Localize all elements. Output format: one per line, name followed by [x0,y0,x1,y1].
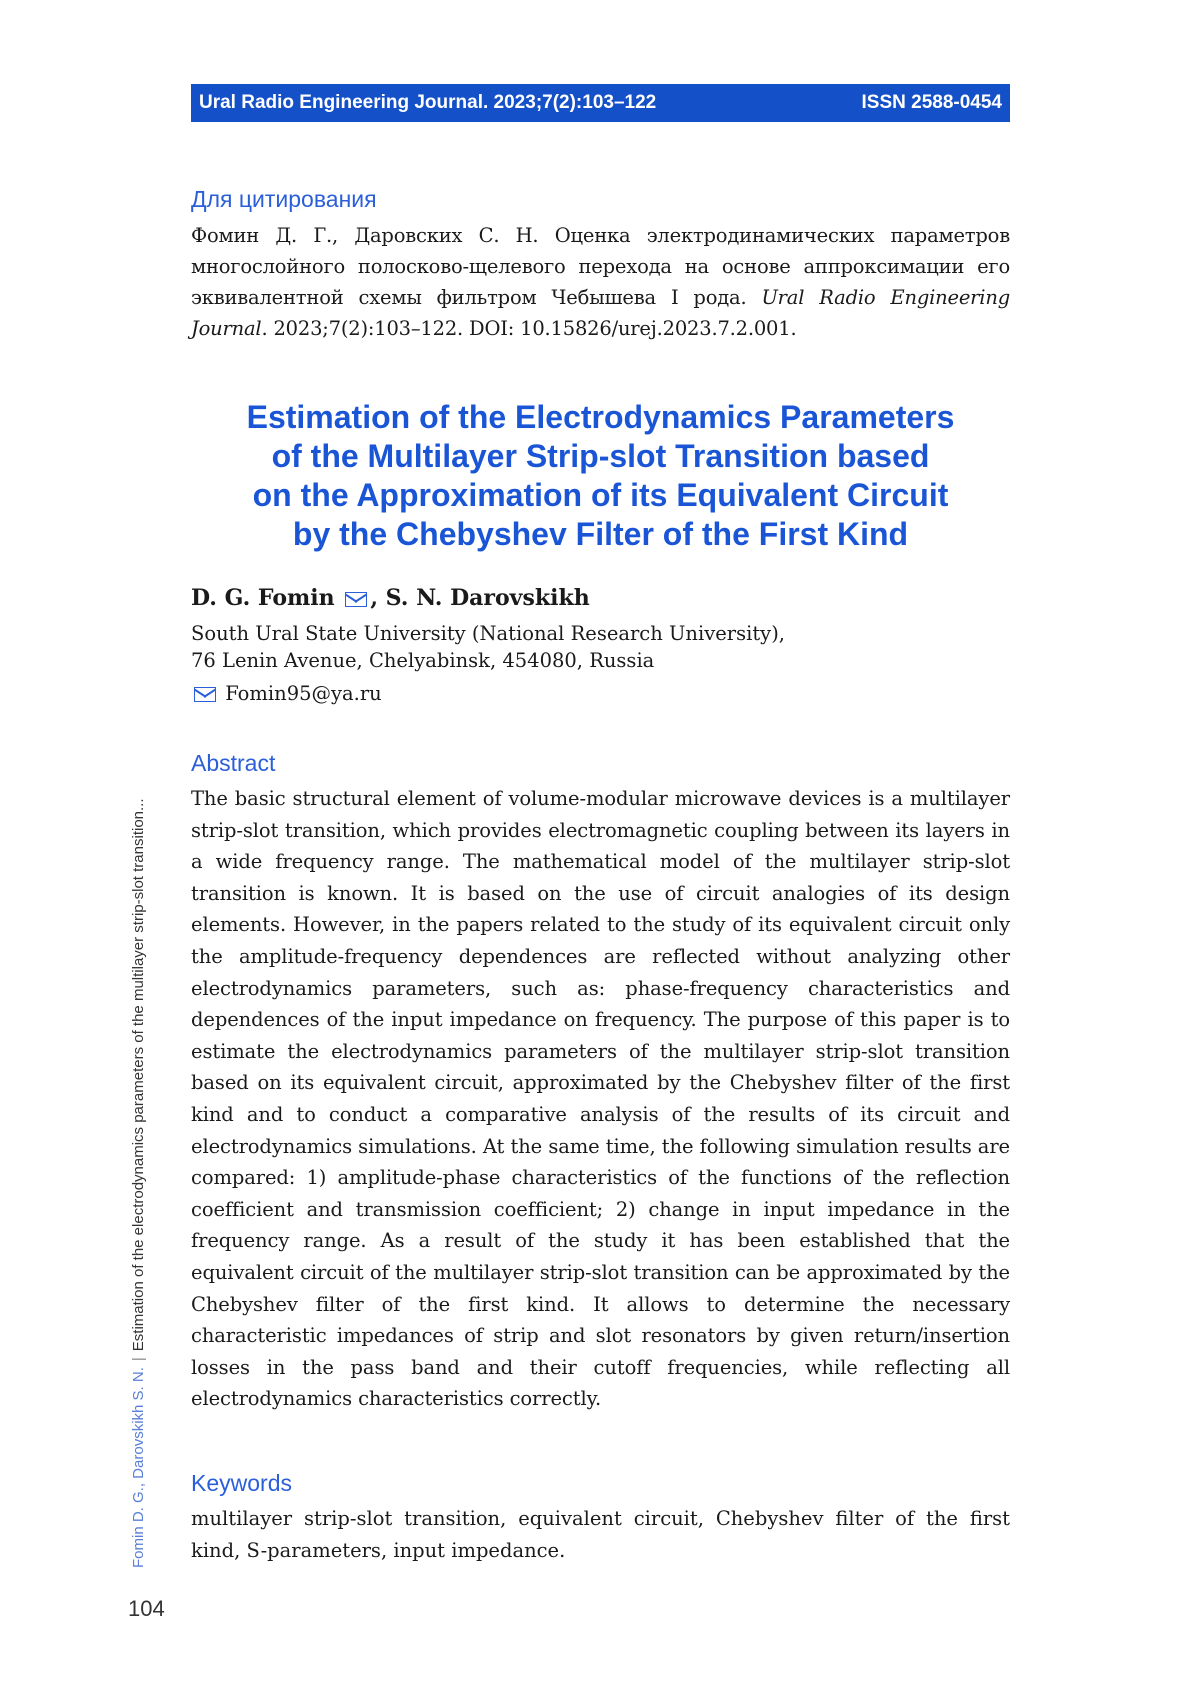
author-first: D. G. Fomin [191,585,335,611]
running-head-title: Estimation of the electrodynamics parameters of the multilayer strip-slot transition... [130,798,147,1352]
citation-tail: . 2023;7(2):103–122. DOI: 10.15826/urej.2023.7.2.001. [261,317,797,340]
running-head [130,798,147,1568]
page-number: 104 [128,1596,165,1621]
citation-journal: Ural Radio Engineering Journal [191,286,1010,340]
keywords-label: Keywords [191,1470,292,1496]
email-link[interactable]: Fomin95@ya.ru [225,682,382,705]
issn-label: ISSN 2588-0454 [861,92,1002,113]
running-head-separator: | [130,1357,147,1362]
affiliation-line-2: 76 Lenin Avenue, Chelyabinsk, 454080, Russia [191,649,655,672]
journal-header-bar [191,84,1010,122]
journal-citation-header: Ural Radio Engineering Journal. 2023;7(2):103–122 [199,92,657,113]
title-line-4: by the Chebyshev Filter of the First Kind [292,516,909,552]
title-line-2: of the Multilayer Strip-slot Transition based [271,438,930,474]
title-line-1: Estimation of the Electrodynamics Parameters [246,399,955,435]
author-second: , S. N. Darovskikh [370,585,590,611]
mail-icon[interactable] [345,592,367,607]
affiliation [191,620,785,674]
abstract-text: The basic structural element of volume-modular microwave devices is a multilayer strip-slot transition, which provides electromagnetic coupling between its layers in a wide frequency range. The mathematical model of the multilayer strip-slot transition is known. It is based on the use of circuit analogies of its design elements. However, in the papers related to the study of its equivalent circuit only the amplitude-frequency dependences are reflected without analyzing other electrodynamics parameters, such as: phase-frequency characteristics and dependences of the input impedance on frequency. The purpose of this paper is to estimate the electrodynamics parameters of the multilayer strip-slot transition based on its equivalent circuit, approximated by the Chebyshev filter of the first kind and to conduct a comparative analysis of the results of its circuit and electrodynamics simulations. At the same time, the following simulation results are compared: 1) amplitude-phase characteristics of the functions of the reflection coefficient and transmission coefficient; 2) change in input impedance in the frequency range. As a result of the study it has been established that the equivalent circuit of the multilayer strip-slot transition can be approximated by the Chebyshev filter of the first kind. It allows to determine the necessary characteristic impedances of strip and slot resonators by given return/insertion losses in the pass band and their cutoff frequencies, while reflecting all electrodynamics characteristics correctly. [191,787,1010,1411]
abstract-label: Abstract [191,750,276,776]
running-head-authors: Fomin D. G., Darovskikh S. N. [130,1367,147,1568]
citation-label: Для цитирования [191,186,377,212]
keywords-text: multilayer strip-slot transition, equivalent circuit, Chebyshev filter of the first kind, S-parameters, input impedance. [191,1507,1010,1562]
email-row [191,682,382,705]
citation-text [191,220,1010,344]
affiliation-line-1: South Ural State University (National Research University), [191,622,785,645]
citation-body: Фомин Д. Г., Даровских С. Н. Оценка электродинамических параметров многослойного полосково-щелевого перехода на основе аппроксимации его эквивалентной схемы фильтром Чебышева I рода. [191,224,1010,309]
author-list [191,585,590,611]
title-line-3: on the Approximation of its Equivalent Circuit [252,477,949,513]
paper-title [191,398,1010,554]
mail-icon [194,687,216,702]
